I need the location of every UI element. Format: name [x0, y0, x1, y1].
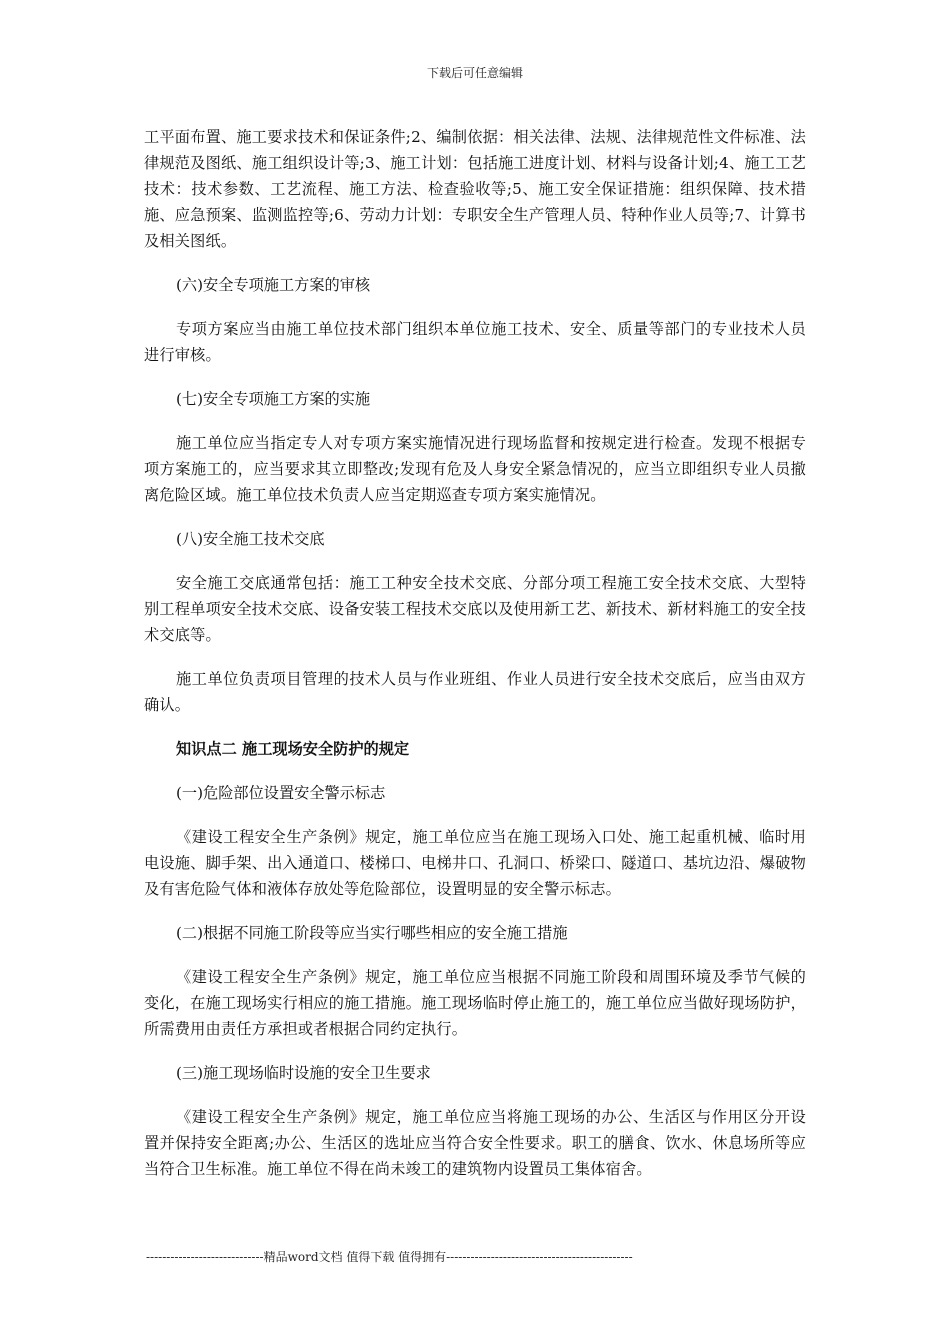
heading-eight: (八)安全施工技术交底 [176, 530, 325, 548]
heading-one: (一)危险部位设置安全警示标志 [176, 784, 386, 802]
paragraph-six: 专项方案应当由施工单位技术部门组织本单位施工技术、安全、质量等部门的专业技术人员进行审核。 [144, 320, 806, 364]
heading-three: (三)施工现场临时设施的安全卫生要求 [176, 1064, 431, 1082]
page-header: 下载后可任意编辑 [426, 66, 523, 80]
page-footer: -----------------------------精品word文档 值得下载 值得拥有---------------------------------------------- [146, 1250, 633, 1264]
paragraph-two: 《建设工程安全生产条例》规定，施工单位应当根据不同施工阶段和周围环境及季节气候的变化，在施工现场实行相应的施工措施。施工现场临时停止施工的，施工单位应当做好现场防护，所需费用由责任方承担或者根据合同约定执行。 [144, 968, 806, 1038]
document-body [144, 124, 806, 1200]
paragraph-one: 《建设工程安全生产条例》规定，施工单位应当在施工现场入口处、施工起重机械、临时用电设施、脚手架、出入通道口、楼梯口、电梯井口、孔洞口、桥梁口、隧道口、基坑边沿、爆破物及有害危险气体和液体存放处等危险部位，设置明显的安全警示标志。 [144, 828, 806, 898]
heading-two: (二)根据不同施工阶段等应当实行哪些相应的安全施工措施 [176, 924, 568, 942]
paragraph-three: 《建设工程安全生产条例》规定，施工单位应当将施工现场的办公、生活区与作用区分开设置并保持安全距离;办公、生活区的选址应当符合安全性要求。职工的膳食、饮水、休息场所等应当符合卫生标准。施工单位不得在尚未竣工的建筑物内设置员工集体宿舍。 [144, 1108, 806, 1178]
paragraph-seven: 施工单位应当指定专人对专项方案实施情况进行现场监督和按规定进行检查。发现不根据专项方案施工的，应当要求其立即整改;发现有危及人身安全紧急情况的，应当立即组织专业人员撤离危险区域。施工单位技术负责人应当定期巡查专项方案实施情况。 [144, 434, 806, 504]
section-title: 知识点二 施工现场安全防护的规定 [176, 740, 410, 758]
paragraph-eight-b: 施工单位负责项目管理的技术人员与作业班组、作业人员进行安全技术交底后，应当由双方确认。 [144, 670, 806, 714]
heading-six: (六)安全专项施工方案的审核 [176, 276, 371, 294]
heading-seven: (七)安全专项施工方案的实施 [176, 390, 371, 408]
paragraph-eight-a: 安全施工交底通常包括：施工工种安全技术交底、分部分项工程施工安全技术交底、大型特别工程单项安全技术交底、设备安装工程技术交底以及使用新工艺、新技术、新材料施工的安全技术交底等。 [144, 574, 806, 644]
paragraph-continued: 工平面布置、施工要求技术和保证条件;2、编制依据：相关法律、法规、法律规范性文件标准、法律规范及图纸、施工组织设计等;3、施工计划：包括施工进度计划、材料与设备计划;4、施工工艺技术：技术参数、工艺流程、施工方法、检查验收等;5、施工安全保证措施：组织保障、技术措施、应急预案、监测监控等;6、劳动力计划：专职安全生产管理人员、特种作业人员等;7、计算书及相关图纸。 [144, 128, 806, 250]
